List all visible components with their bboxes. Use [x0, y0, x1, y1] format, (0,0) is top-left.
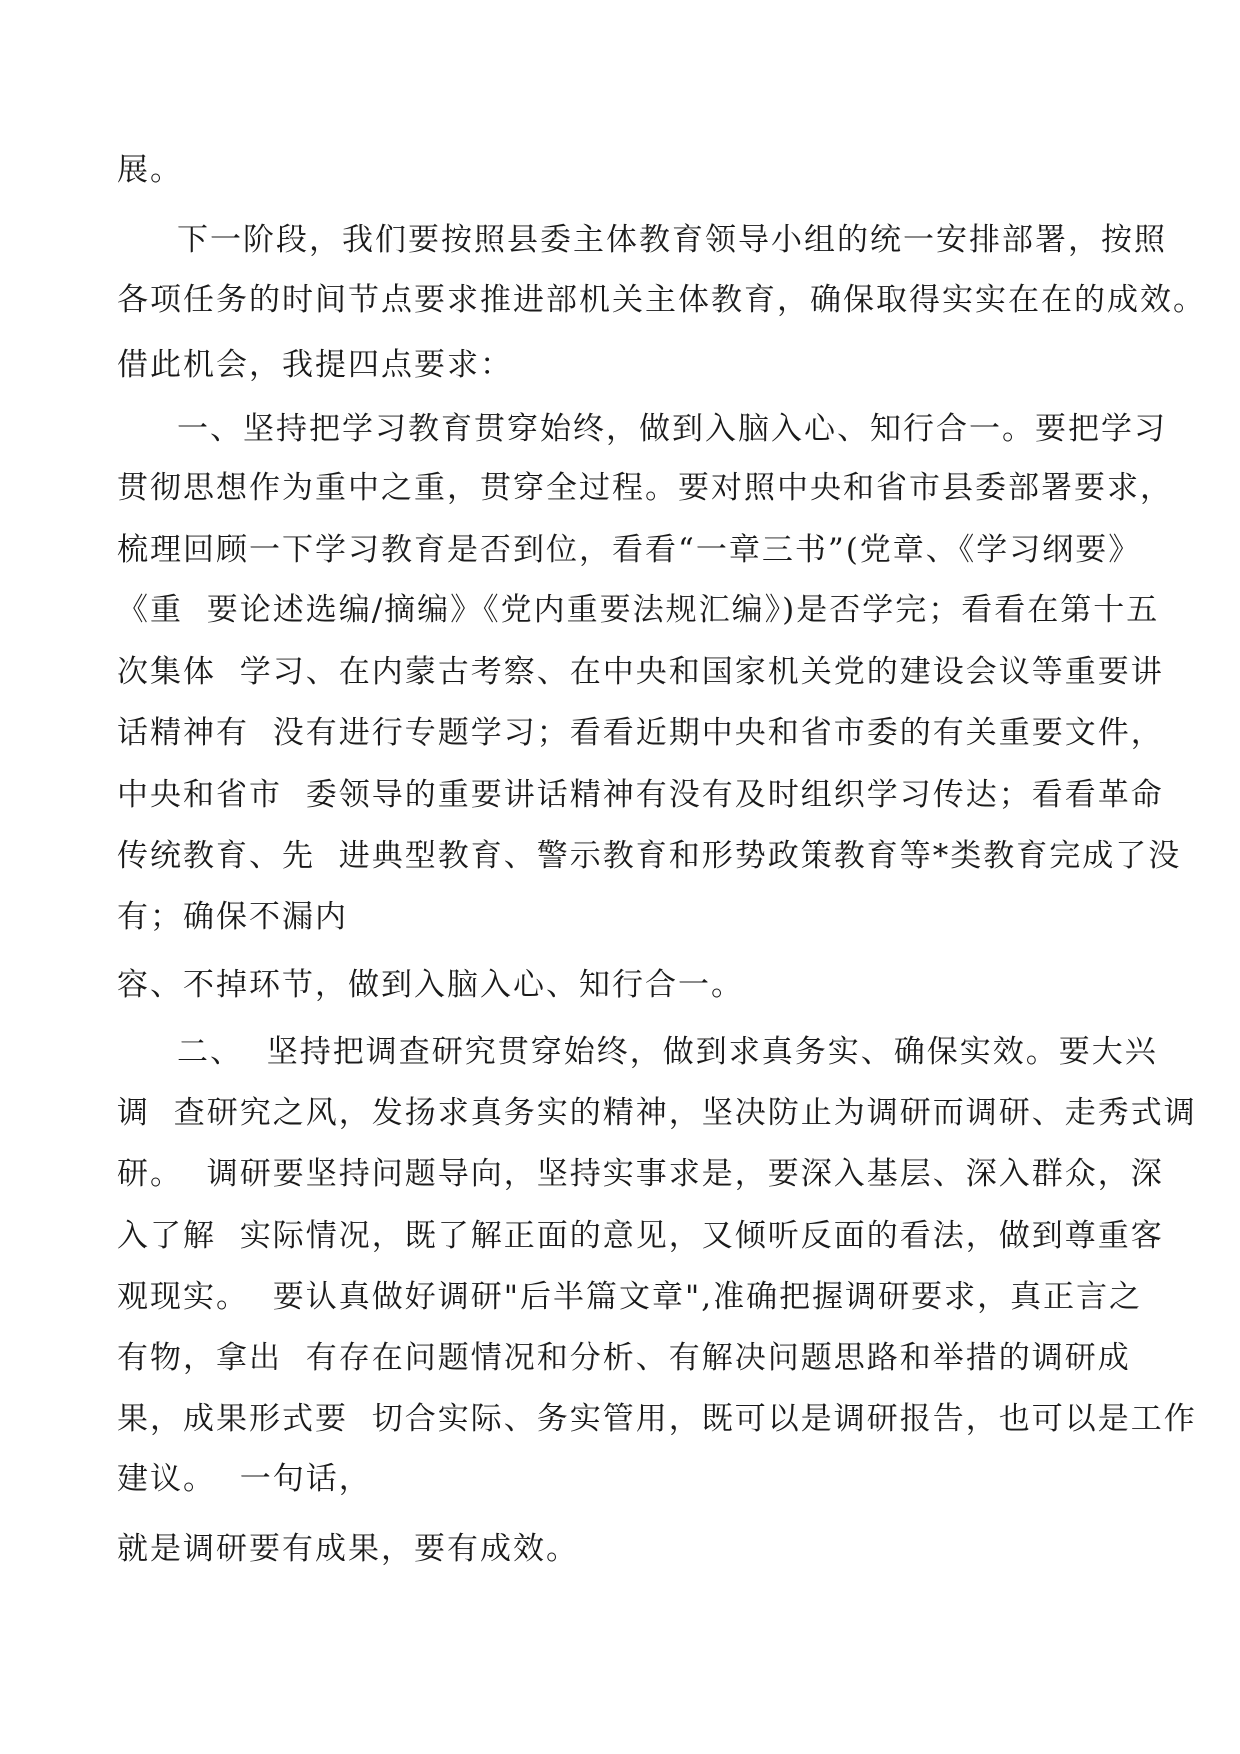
text-line: 入了解 实际情况，既了解正面的意见，又倾听反面的看法，做到尊重客	[117, 1218, 1164, 1254]
text-line: 研。 调研要坚持问题导向，坚持实事求是，要深入基层、深入群众，深	[117, 1156, 1164, 1192]
text-line: 传统教育、先 进典型教育、警示教育和形势政策教育等*类教育完成了没	[117, 838, 1182, 874]
text-line: 下一阶段，我们要按照县委主体教育领导小组的统一安排部署，按照	[177, 222, 1167, 258]
text-line: 梳理回顾一下学习教育是否到位，看看“一章三书”(党章、《学习纲要》	[117, 532, 1142, 568]
text-line: 一、坚持把学习教育贯穿始终，做到入脑入心、知行合一。要把学习	[177, 411, 1167, 447]
text-line: 观现实。 要认真做好调研"后半篇文章",准确把握调研要求，真正言之	[117, 1279, 1143, 1315]
text-line: 次集体 学习、在内蒙古考察、在中央和国家机关党的建设会议等重要讲	[117, 654, 1164, 690]
text-line: 《重 要论述选编/摘编》《党内重要法规汇编》)是否学完；看看在第十五	[117, 592, 1160, 628]
text-line: 展。	[117, 152, 183, 188]
text-line: 有；确保不漏内	[117, 899, 348, 935]
text-line: 容、不掉环节，做到入脑入心、知行合一。	[117, 967, 744, 1003]
text-line: 借此机会，我提四点要求：	[117, 347, 513, 383]
text-line: 二、 坚持把调查研究贯穿始终，做到求真务实、确保实效。要大兴	[177, 1034, 1158, 1070]
text-line: 调 查研究之风，发扬求真务实的精神，坚决防止为调研而调研、走秀式调	[117, 1095, 1197, 1131]
text-line: 有物，拿出 有存在问题情况和分析、有解决问题思路和举措的调研成	[117, 1340, 1131, 1376]
text-line: 果，成果形式要 切合实际、务实管用，既可以是调研报告，也可以是工作	[117, 1401, 1197, 1437]
text-line: 话精神有 没有进行专题学习；看看近期中央和省市委的有关重要文件，	[117, 715, 1164, 751]
text-line: 中央和省市 委领导的重要讲话精神有没有及时组织学习传达；看看革命	[117, 777, 1164, 813]
text-line: 就是调研要有成果，要有成效。	[117, 1531, 579, 1567]
text-line: 贯彻思想作为重中之重，贯穿全过程。要对照中央和省市县委部署要求，	[117, 470, 1173, 506]
text-line: 各项任务的时间节点要求推进部机关主体教育，确保取得实实在在的成效。	[117, 282, 1206, 318]
text-line: 建议。 一句话，	[117, 1461, 372, 1497]
